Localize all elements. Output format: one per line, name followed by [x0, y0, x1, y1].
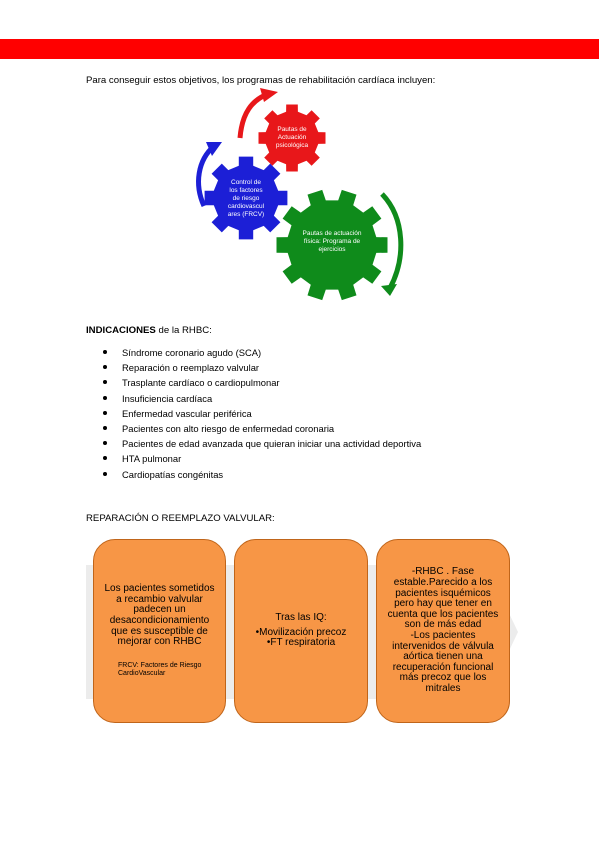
list-item: Enfermedad vascular periférica	[100, 406, 421, 421]
svg-text:Control delos factoresde riesg: Control de los factores de riesgo cardiovascul ares (FRCV)	[227, 179, 265, 218]
svg-text:Pautas de actuaciónfísica: Pro: Pautas de actuación física: Programa de ejercicios	[302, 230, 362, 253]
list-item: Insuficiencia cardíaca	[100, 391, 421, 406]
svg-text:Pautas deActuaciónpsicológica: Pautas de Actuación psicológica	[275, 126, 309, 149]
list-item: Pacientes con alto riesgo de enfermedad coronaria	[100, 421, 421, 436]
exercise-gear	[277, 190, 388, 300]
gear-diagram	[190, 88, 420, 308]
process-boxes	[86, 537, 518, 727]
box2-title: Tras las IQ:	[275, 612, 327, 624]
list-item: Reparación o reemplazo valvular	[100, 360, 421, 375]
box2-item: •Movilización precoz	[255, 626, 347, 638]
risk-factors-gear	[205, 157, 288, 240]
intro-text: Para conseguir estos objetivos, los programas de rehabilitación cardíaca incluyen:	[86, 75, 436, 86]
box2-item: •FT respiratoria	[266, 637, 336, 649]
box3-text-2: -Los pacientes intervenidos de válvula aórtica tienen una recuperación funcional más precoz que los mitrales	[392, 630, 494, 694]
box1-note: FRCV: Factores de Riesgo CardioVascular	[118, 661, 202, 677]
list-item: Cardiopatías congénitas	[100, 467, 421, 482]
list-item: Trasplante cardíaco o cardiopulmonar	[100, 375, 421, 390]
list-item: Síndrome coronario agudo (SCA)	[100, 345, 421, 360]
list-item: Pacientes de edad avanzada que quieran iniciar una actividad deportiva	[100, 436, 421, 451]
indications-list	[100, 345, 421, 482]
box3-text-1: -RHBC . Fase estable.Parecido a los pacientes isquémicos pero hay que tener en cuenta que los pacientes son de más edad	[387, 566, 499, 631]
valve-section-heading: REPARACIÓN O REEMPLAZO VALVULAR:	[86, 513, 275, 524]
list-item: HTA pulmonar	[100, 451, 421, 466]
process-box-1	[93, 539, 226, 723]
process-box-3	[376, 539, 510, 723]
indications-heading: INDICACIONES de la RHBC:	[86, 325, 212, 336]
psychological-gear	[259, 105, 326, 172]
header-red-bar	[0, 39, 599, 59]
process-box-2	[234, 539, 368, 723]
box1-text: Los pacientes sometidos a recambio valvular padecen un desacondicionamiento que es susceptible de mejorar con RHBC	[104, 583, 215, 648]
